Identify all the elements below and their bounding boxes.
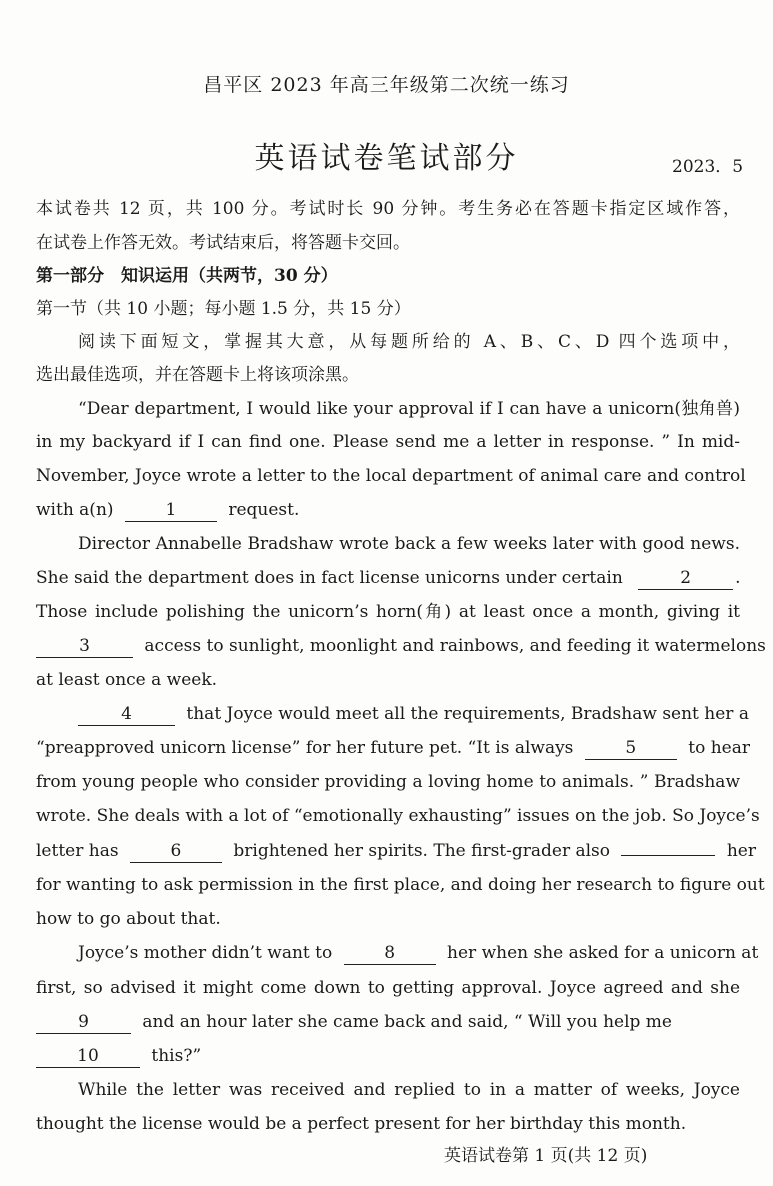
passage-line: While the letter was received and replied to in a matter of weeks, Joyce [78,1080,740,1100]
blank-3: 3 [36,635,133,658]
passage-text: letter has [36,841,119,861]
passage-line [36,1005,740,1039]
exam-date: 2023．5 [672,157,744,177]
page-footer: 英语试卷第 1 页(共 12 页) [444,1146,648,1166]
passage-line: how to go about that. [36,909,221,929]
passage-line [36,731,750,765]
blank-7 [621,855,715,856]
passage-line: thought the license would be a perfect present for her birthday this month. [36,1114,687,1134]
passage-text: this?” [151,1046,202,1066]
passage-line [78,936,759,970]
main-title: 英语试卷笔试部分 [254,141,519,176]
passage-text: and an hour later she came back and said, “ Will you help me [142,1012,672,1032]
passage-text: request. [228,500,300,520]
passage-line: for wanting to ask permission in the first place, and doing her research to figure out [36,875,765,895]
passage-line: Director Annabelle Bradshaw wrote back a few weeks later with good news. [78,534,740,554]
blank-5: 5 [585,737,677,760]
passage-text: She said the department does in fact license unicorns under certain [36,568,623,588]
passage-text: that Joyce would meet all the requirements, Bradshaw sent her a [186,704,749,724]
passage-line [36,561,740,595]
passage-line: first, so advised it might come down to getting approval. Joyce agreed and she [36,978,740,998]
passage-line: from young people who consider providing a loving home to animals. ” Bradshaw [36,772,740,792]
passage-text: her when she asked for a unicorn at [447,943,759,963]
passage-line [36,834,756,868]
blank-2: 2 [638,567,733,590]
passage-text: . [735,568,741,588]
passage-line [36,1039,740,1073]
passage-text: brightened her spirits. The first-grader also [233,841,611,861]
passage-line [36,493,740,527]
blank-8: 8 [344,942,436,965]
instructions-line-2: 在试卷上作答无效。考试结束后，将答题卡交回。 [36,233,410,253]
passage-line: “Dear department, I would like your approval if I can have a unicorn(独角兽) [78,399,740,419]
blank-6: 6 [130,840,222,863]
directions-line-1: 阅读下面短文，掌握其大意，从每题所给的 A、B、C、D 四个选项中， [78,332,740,352]
blank-4: 4 [78,703,175,726]
passage-text: “preapproved unicorn license” for her future pet. “It is always [36,738,574,758]
exam-title: 昌平区 2023 年高三年级第二次统一练习 [203,74,570,96]
passage-text: access to sunlight, moonlight and rainbows, and feeding it watermelons [144,636,766,656]
instructions-line-1: 本试卷共 12 页，共 100 分。考试时长 90 分钟。考生务必在答题卡指定区域作答， [36,199,740,219]
passage-line: wrote. She deals with a lot of “emotionally exhausting” issues on the job. So Joyce’s [36,806,760,826]
section1-heading: 第一节（共 10 小题；每小题 1.5 分，共 15 分） [36,299,411,319]
blank-9: 9 [36,1011,131,1034]
directions-line-2: 选出最佳选项，并在答题卡上将该项涂黑。 [36,365,359,385]
passage-line [78,697,749,731]
passage-text: her [726,841,756,861]
passage-line: at least once a week. [36,670,218,690]
passage-line: November, Joyce wrote a letter to the local department of animal care and control [36,466,746,486]
passage-text: Joyce’s mother didn’t want to [78,943,333,963]
blank-10: 10 [36,1045,140,1068]
blank-1: 1 [125,499,217,522]
passage-line: Those include polishing the unicorn’s horn(角) at least once a month, giving it [36,602,740,622]
passage-line [36,629,766,663]
passage-text: with a(n) [36,500,114,520]
passage-text: to hear [688,738,750,758]
passage-line: in my backyard if I can find one. Please send me a letter in response. ” In mid- [36,432,740,452]
part1-heading: 第一部分 知识运用（共两节，30 分） [36,266,338,286]
